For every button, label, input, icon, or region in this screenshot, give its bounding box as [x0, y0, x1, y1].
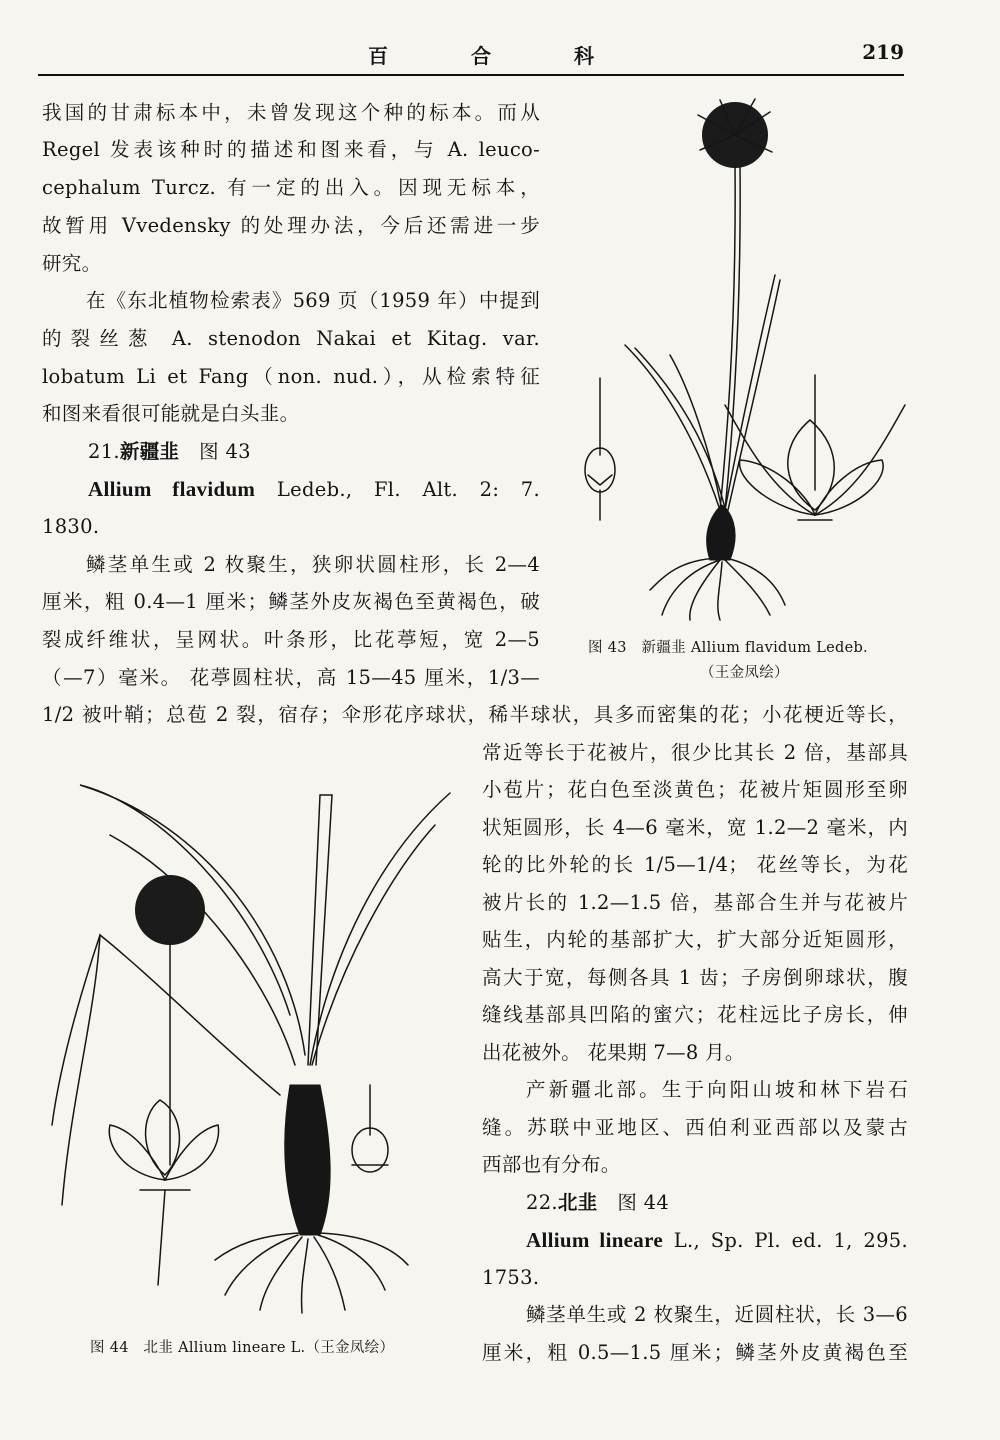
species-heading-21 [88, 440, 251, 464]
latin-citation [88, 477, 540, 502]
latin-citation [526, 1228, 908, 1253]
figure-43-illustration [570, 90, 910, 625]
text-line: 被片长的 1.2—1.5 倍，基部合生并与花被片 [482, 891, 908, 914]
figure-44-illustration [40, 765, 460, 1325]
text-line: 西部也有分布。 [482, 1153, 621, 1176]
text-line: 产新疆北部。生于向阳山坡和林下岩石 [526, 1078, 908, 1101]
text-line: （—7）毫米。 花葶圆柱状，高 15—45 厘米，1/3— [42, 666, 540, 689]
text-line: 鳞茎单生或 2 枚聚生，狭卵状圆柱形，长 2—4 [86, 553, 540, 576]
text-line: 出花被外。 花果期 7—8 月。 [482, 1041, 745, 1064]
figure-reference: 图 43 [199, 440, 251, 463]
latin-name: Allium lineare [526, 1228, 663, 1252]
text-line: 贴生，内轮的基部扩大，扩大部分近矩圆形， [482, 928, 908, 951]
text-line: 厘米，粗 0.4—1 厘米；鳞茎外皮灰褐色至黄褐色，破 [42, 590, 540, 613]
text-line: 状矩圆形，长 4—6 毫米，宽 1.2—2 毫米，内 [482, 816, 908, 839]
flower-bud-detail-icon [352, 1085, 388, 1172]
text-line: lobatum Li et Fang（non. nud.），从检索特征 [42, 365, 540, 388]
flower-head-icon [698, 99, 772, 168]
running-head-title: 百 合 科 [368, 44, 632, 68]
text-line: 高大于宽，每侧各具 1 齿；子房倒卵球状，腹 [482, 966, 908, 989]
species-name: 北韭 [557, 1191, 598, 1214]
text-line: 研究。 [42, 252, 102, 275]
citation-year: 1753. [482, 1266, 540, 1289]
text-line: 缝。苏联中亚地区、西伯利亚西部以及蒙古 [482, 1116, 908, 1139]
text-line: 1/2 被叶鞘；总苞 2 裂，宿存；伞形花序球状，稀半球状，具多而密集的花；小花梗近等长， [42, 703, 908, 726]
citation: Ledeb., Fl. Alt. 2: 7. [276, 478, 541, 501]
figure-43-caption: 图 43 新疆韭 Allium flavidum Ledeb. [588, 640, 868, 656]
citation: L., Sp. Pl. ed. 1, 295. [673, 1229, 909, 1252]
bulb-icon [285, 1085, 330, 1235]
citation-year: 1830. [42, 515, 100, 538]
text-line: Regel 发表该种时的描述和图来看，与 A. leuco- [42, 138, 540, 161]
species-number: 22. [526, 1191, 558, 1214]
species-number: 21. [88, 440, 120, 463]
figure-43-credit: （王金凤绘） [700, 665, 789, 681]
figure-reference: 图 44 [617, 1191, 670, 1214]
text-line: 故暂用 Vvedensky 的处理办法，今后还需进一步 [42, 214, 540, 237]
species-heading-22 [526, 1191, 669, 1215]
text-line: 我国的甘肃标本中，未曾发现这个种的标本。而从 [42, 101, 540, 124]
text-line: 小苞片；花白色至淡黄色；花被片矩圆形至卵 [482, 778, 908, 801]
text-line: 轮的比外轮的长 1/5—1/4； 花丝等长，为花 [482, 853, 908, 876]
text-line: 鳞茎单生或 2 枚聚生，近圆柱状，长 3—6 [526, 1303, 908, 1326]
latin-name: Allium flavidum [88, 477, 256, 501]
text-line: 裂成纤维状，呈网状。叶条形，比花葶短，宽 2—5 [42, 628, 540, 651]
open-flower-detail-icon [109, 1100, 218, 1285]
flower-bud-detail-icon [585, 378, 615, 520]
text-line: 缝线基部具凹陷的蜜穴；花柱远比子房长，伸 [482, 1003, 908, 1026]
flower-head-icon [135, 875, 205, 1165]
figure-44-caption: 图 44 北韭 Allium lineare L.（王金凤绘） [90, 1340, 395, 1356]
species-name: 新疆韭 [119, 440, 180, 463]
text-line: 和图来看很可能就是白头韭。 [42, 402, 300, 425]
text-line: 的裂丝葱 A. stenodon Nakai et Kitag. var. [42, 327, 540, 350]
page-number: 219 [862, 40, 904, 64]
open-flower-detail-icon [725, 375, 905, 520]
text-line: cephalum Turcz. 有一定的出入。因现无标本， [42, 176, 540, 199]
header-rule [38, 74, 904, 76]
text-line: 厘米，粗 0.5—1.5 厘米；鳞茎外皮黄褐色至 [482, 1341, 908, 1364]
text-line: 在《东北植物检索表》569 页（1959 年）中提到 [86, 289, 540, 312]
text-line: 常近等长于花被片，很少比其长 2 倍，基部具 [482, 741, 908, 764]
